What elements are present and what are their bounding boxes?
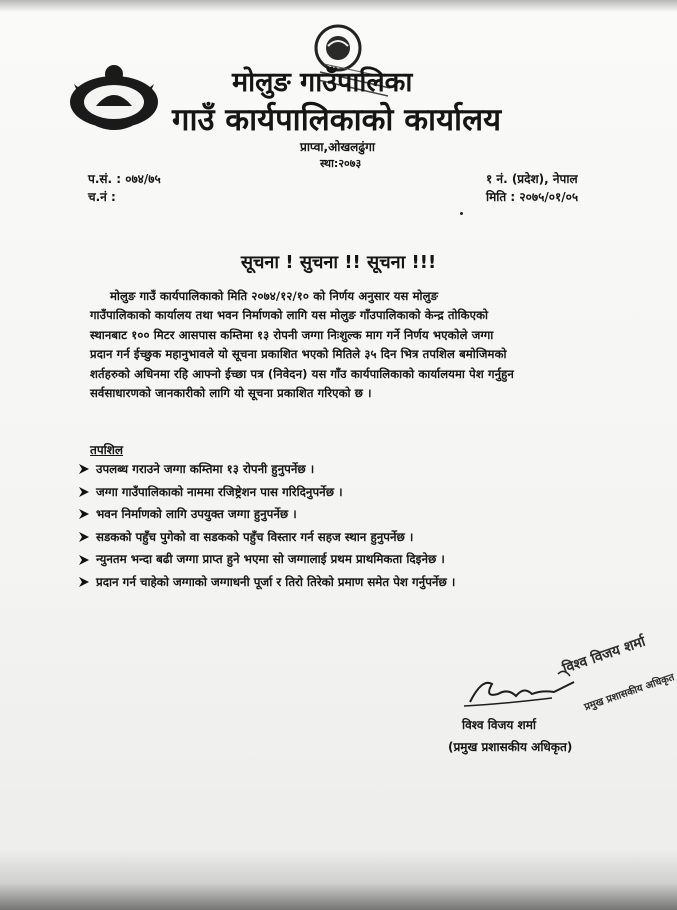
- office-address: प्राप्वा,ओखलढुंगा: [300, 140, 375, 154]
- signatory-designation: (प्रमुख प्रशासकीय अधिकृत): [448, 740, 573, 754]
- arrow-bullet-icon: [78, 463, 90, 475]
- body-line: मोलुङ गाउँ कार्यपालिकाको मिति २०७४/१२/१० को निर्णय अनुसार यस मोलुङ: [110, 289, 439, 303]
- details-heading: तपशिल: [90, 443, 124, 457]
- scan-edge-shade: [0, 850, 677, 910]
- ink-dot: [460, 212, 463, 215]
- body-line: स्थानबाट १०० मिटर आसपास कम्तिमा १३ रोपनी जग्गा निःशुल्क माग गर्ने निर्णय भएकोले जग्गा: [90, 327, 494, 342]
- list-item: [78, 548, 638, 571]
- signatory-name: विश्व विजय शर्मा: [462, 718, 536, 732]
- arrow-bullet-icon: [78, 508, 90, 520]
- arrow-bullet-icon: [78, 531, 90, 543]
- arrow-bullet-icon: [78, 576, 90, 588]
- office-name: गाउँ कार्यपालिकाको कार्यालय: [172, 102, 502, 138]
- list-item-text: उपलब्ध गराउने जग्गा कम्तिमा १३ रोपनी हुनुपर्नेछ ।: [96, 462, 315, 476]
- list-item: [78, 571, 638, 594]
- list-item-text: भवन निर्माणको लागि उपयुक्त जग्गा हुनुपर्नेछ ।: [96, 507, 297, 522]
- reference-block: [88, 170, 161, 206]
- dispatch-number: च.नं :: [88, 190, 116, 204]
- list-item-text: प्रदान गर्न चाहेको जग्गाको जग्गाधनी पूर्जा र तिरो तिरेको प्रमाण समेत पेश गर्नुपर्नेछ ।: [96, 574, 456, 589]
- body-line: सर्वसाधारणको जानकारीको लागि यो सूचना प्रकाशित गरिएको छ ।: [90, 386, 372, 401]
- list-item-text: न्युनतम भन्दा बढी जग्गा प्राप्त हुने भएमा सो जग्गालाई प्रथम प्राथमिकता दिइनेछ ।: [96, 552, 445, 567]
- arrow-bullet-icon: [78, 554, 90, 566]
- letter-number: प.सं. : ०७४/७५: [88, 172, 161, 186]
- details-list: [78, 458, 638, 594]
- notice-body: [90, 287, 630, 403]
- body-line: प्रदान गर्न ईच्छुक महानुभावले यो सूचना प्रकाशित भएको मितिले ३५ दिन भित्र तपशिल बमोजिमको: [90, 347, 507, 362]
- list-item: [78, 526, 638, 549]
- signature-stamp-title: प्रमुख प्रशासकीय अधिकृत: [582, 672, 676, 714]
- list-item-text: सडकको पहुँच पुगेको वा सडकको पहुँच विस्तार गर्न सहज स्थान हुनुपर्नेछ ।: [96, 529, 414, 544]
- arrow-bullet-icon: [78, 486, 90, 498]
- body-line: शर्तहरुको अधिनमा रहि आफ्नो ईच्छा पत्र (निवेदन) यस गाँउ कार्यपालिकाको कार्यालयमा पेश गर्नुहुन: [90, 366, 514, 381]
- date-block: [486, 170, 578, 206]
- list-item: [78, 458, 638, 481]
- body-line: गाउँपालिकाको कार्यालय तथा भवन निर्माणको लागि यस मोलुङ गाँउपालिकाको केन्द्र तोकिएको: [90, 308, 489, 323]
- nepal-emblem-logo: [66, 62, 162, 134]
- signature-stamp-name: विश्व विजय शर्मा: [560, 633, 648, 678]
- list-item-text: जग्गा गाउँपालिकाको नाममा रजिष्ट्रेशन पास गरिदिनुपर्नेछ ।: [96, 484, 343, 499]
- established-year: स्था:२०७३: [320, 157, 362, 170]
- list-item: [78, 481, 638, 504]
- province-label: १ नं. (प्रदेश), नेपाल: [486, 172, 578, 186]
- list-item: [78, 503, 638, 526]
- issue-date: मिति : २०७५/०१/०५: [486, 190, 579, 204]
- notice-title: सूचना ! सुचना !! सूचना !!!: [240, 252, 437, 273]
- municipality-name: मोलुङ गाउँपालिका: [232, 67, 413, 98]
